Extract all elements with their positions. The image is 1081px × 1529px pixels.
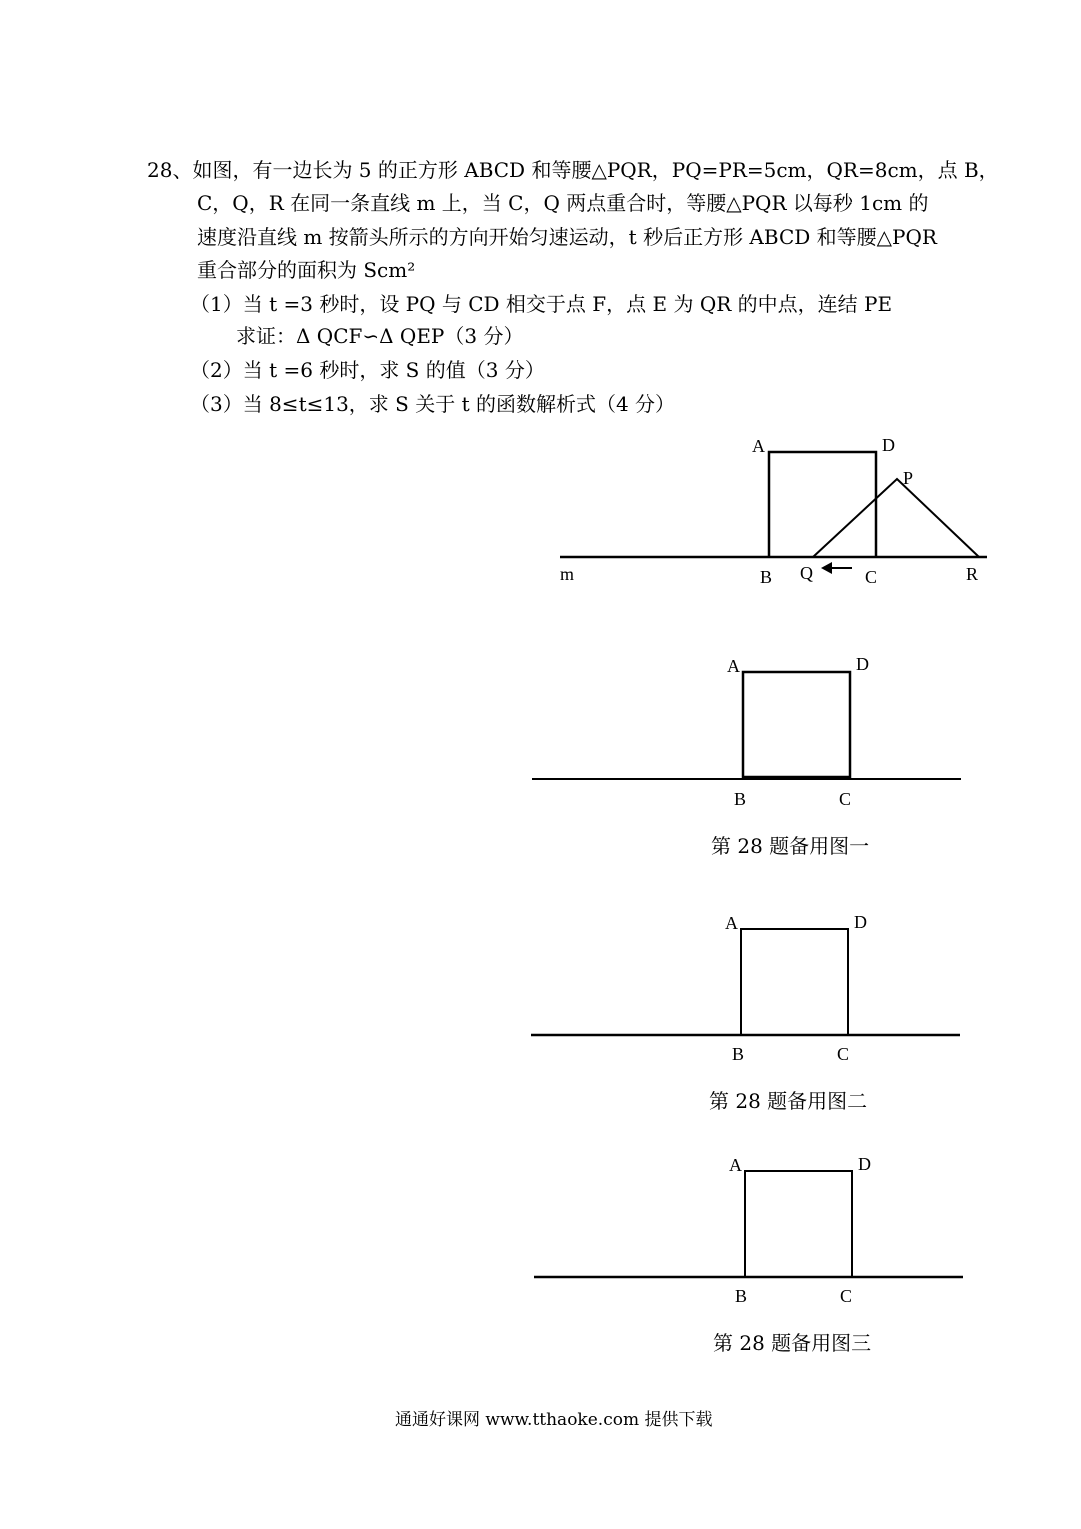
backup-figure-3 <box>534 1171 963 1277</box>
caption-backup-2: 第 28 题备用图二 <box>709 1089 868 1113</box>
square-abcd <box>741 929 848 1035</box>
label-a: A <box>727 656 740 676</box>
part-1-question: （1）当 t =3 秒时，设 PQ 与 CD 相交于点 F，点 E 为 QR 的中点，连结 PE <box>190 292 893 316</box>
problem-line-1: 28、如图，有一边长为 5 的正方形 ABCD 和等腰△PQR，PQ=PR=5cm，QR=8cm，点 B， <box>147 158 999 182</box>
main-figure <box>560 452 987 574</box>
label-d: D <box>882 435 895 455</box>
label-a: A <box>729 1155 742 1175</box>
page-footer: 通通好课网 www.tthaoke.com 提供下载 <box>395 1410 713 1430</box>
label-c: C <box>839 789 852 809</box>
label-a: A <box>752 436 765 456</box>
square-abcd <box>743 672 850 779</box>
label-b: B <box>734 789 747 809</box>
caption-backup-1: 第 28 题备用图一 <box>711 834 870 858</box>
label-d: D <box>856 654 869 674</box>
label-q: Q <box>800 563 813 583</box>
problem-line-2: C，Q，R 在同一条直线 m 上，当 C，Q 两点重合时，等腰△PQR 以每秒 1cm 的 <box>197 191 929 215</box>
label-r: R <box>966 564 979 584</box>
label-a: A <box>725 913 738 933</box>
triangle-pqr <box>813 479 979 557</box>
label-d: D <box>858 1154 871 1174</box>
label-c: C <box>837 1044 850 1064</box>
label-m: m <box>560 564 575 584</box>
square-abcd <box>769 452 876 557</box>
problem-line-3: 速度沿直线 m 按箭头所示的方向开始匀速运动，t 秒后正方形 ABCD 和等腰△PQR <box>197 225 937 249</box>
backup-figure-1 <box>532 672 961 779</box>
label-b: B <box>732 1044 745 1064</box>
arrow-head-icon <box>821 562 832 574</box>
label-b: B <box>760 567 773 587</box>
caption-backup-3: 第 28 题备用图三 <box>713 1331 872 1355</box>
backup-figure-2 <box>531 929 960 1035</box>
square-abcd <box>745 1171 852 1277</box>
label-c: C <box>865 567 878 587</box>
label-b: B <box>735 1286 748 1306</box>
label-c: C <box>840 1286 853 1306</box>
part-2-question: （2）当 t =6 秒时，求 S 的值（3 分） <box>190 358 545 382</box>
problem-line-4: 重合部分的面积为 Scm² <box>197 258 416 282</box>
part-3-question: （3）当 8≤t≤13，求 S 关于 t 的函数解析式（4 分） <box>190 392 676 416</box>
label-d: D <box>854 912 867 932</box>
part-1-proof: 求证：Δ QCF∽Δ QEP（3 分） <box>236 324 524 348</box>
label-p: P <box>903 468 914 488</box>
